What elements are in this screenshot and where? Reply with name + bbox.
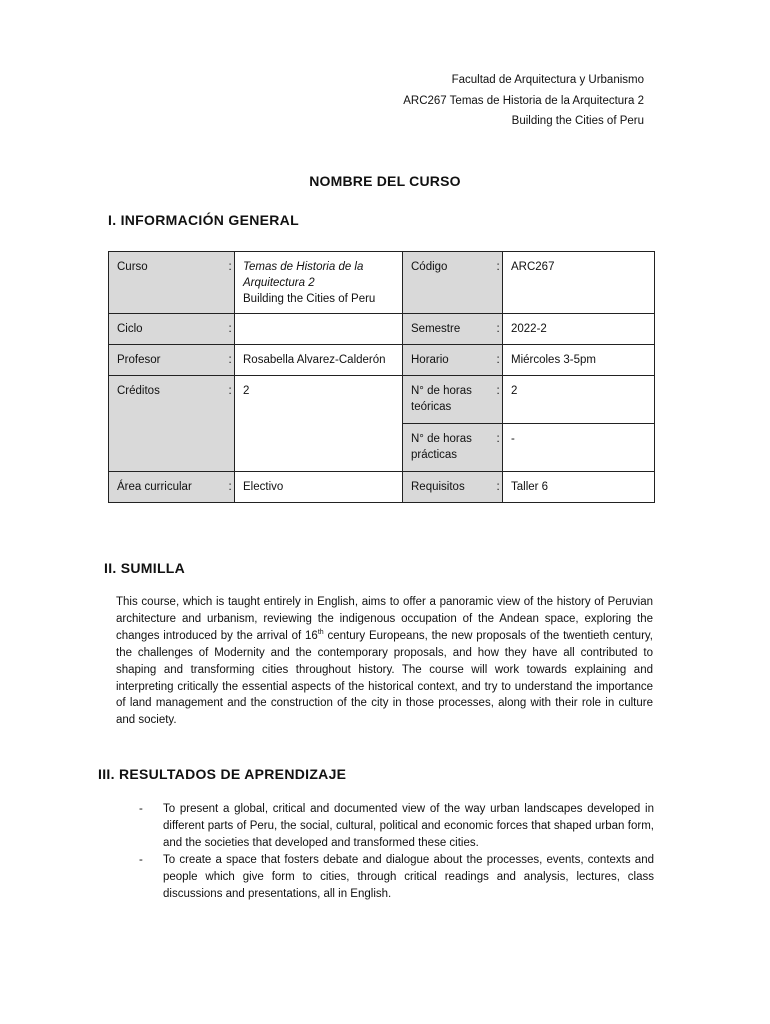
table-row [109,472,655,503]
colon: : [221,252,235,314]
sumilla-text-part2: century Europeans, the new proposals of the twentieth century, the challenges of Modernity and the contemporary proposals, and how they have all contributed to shaping and transforming cities throughout history. The course will work towards explaining and interpreting critically the essential aspects of the historical context, and try to understand the importance of land management and the construction of the city in those processes, along with their role in culture and society. [116,629,653,727]
sumilla-text-part1: This course, which is taught entirely in English, aims to offer a panoramic view of the history of Peruvian architecture and urbanism, reviewing the indigenous occupation of the Andean space, exploring the changes introduced by the arrival of 16 [116,596,653,642]
value-curso-title: Temas de Historia de la Arquitectura 2 [243,261,364,289]
course-code-line: ARC267 Temas de Historia de la Arquitectura 2 [403,94,644,107]
colon: : [489,345,503,376]
label-codigo: Código [403,252,489,314]
value-codigo: ARC267 [503,252,655,314]
label-creditos: Créditos [109,376,221,472]
colon: : [489,424,503,472]
section-heading-resultados: III. RESULTADOS DE APRENDIZAJE [98,766,347,782]
colon: : [221,345,235,376]
value-horario: Miércoles 3-5pm [503,345,655,376]
label-semestre: Semestre [403,314,489,345]
sumilla-paragraph [116,594,653,729]
value-area-curricular: Electivo [235,472,403,503]
list-item-text: To create a space that fosters debate and dialogue about the processes, events, contexts and people which give form to cities, through critical readings and analysis, lectures, class discussions and presentations, all in English. [163,853,654,900]
value-profesor: Rosabella Alvarez-Calderón [235,345,403,376]
value-creditos: 2 [235,376,403,472]
table-row [109,345,655,376]
value-horas-teoricas: 2 [503,376,655,424]
bullet-dash: - [139,853,143,866]
table-row [109,252,655,314]
label-requisitos: Requisitos [403,472,489,503]
section-heading-sumilla: II. SUMILLA [104,560,186,576]
colon: : [221,376,235,472]
colon: : [489,252,503,314]
list-item [136,801,654,852]
label-curso: Curso [109,252,221,314]
value-requisitos: Taller 6 [503,472,655,503]
colon: : [221,472,235,503]
table-row [109,376,655,424]
section-heading-informacion-general: I. INFORMACIÓN GENERAL [108,212,299,228]
label-horas-teoricas: N° de horas teóricas [403,376,489,424]
ordinal-suffix: th [317,628,324,636]
label-horario: Horario [403,345,489,376]
faculty-name: Facultad de Arquitectura y Urbanismo [451,74,644,86]
colon: : [489,376,503,424]
value-horas-practicas: - [503,424,655,472]
label-ciclo: Ciclo [109,314,221,345]
table-row [109,314,655,345]
general-info-table [108,251,655,503]
colon: : [221,314,235,345]
value-curso [235,252,403,314]
list-item [136,852,654,903]
label-profesor: Profesor [109,345,221,376]
course-subtitle-line: Building the Cities of Peru [511,115,644,127]
colon: : [489,314,503,345]
label-horas-practicas: N° de horas prácticas [403,424,489,472]
document-header [403,70,644,132]
value-ciclo [235,314,403,345]
colon: : [489,472,503,503]
list-item-text: To present a global, critical and documented view of the way urban landscapes developed in different parts of Peru, the social, cultural, political and economic forces that shaped urban form, and the societies that developed and transformed these cities. [163,803,654,849]
bullet-dash: - [139,803,143,815]
value-semestre: 2022-2 [503,314,655,345]
page-title: NOMBRE DEL CURSO [309,173,461,189]
learning-outcomes-list [136,801,654,902]
label-area-curricular: Área curricular [109,472,221,503]
value-curso-subtitle: Building the Cities of Peru [243,293,376,305]
